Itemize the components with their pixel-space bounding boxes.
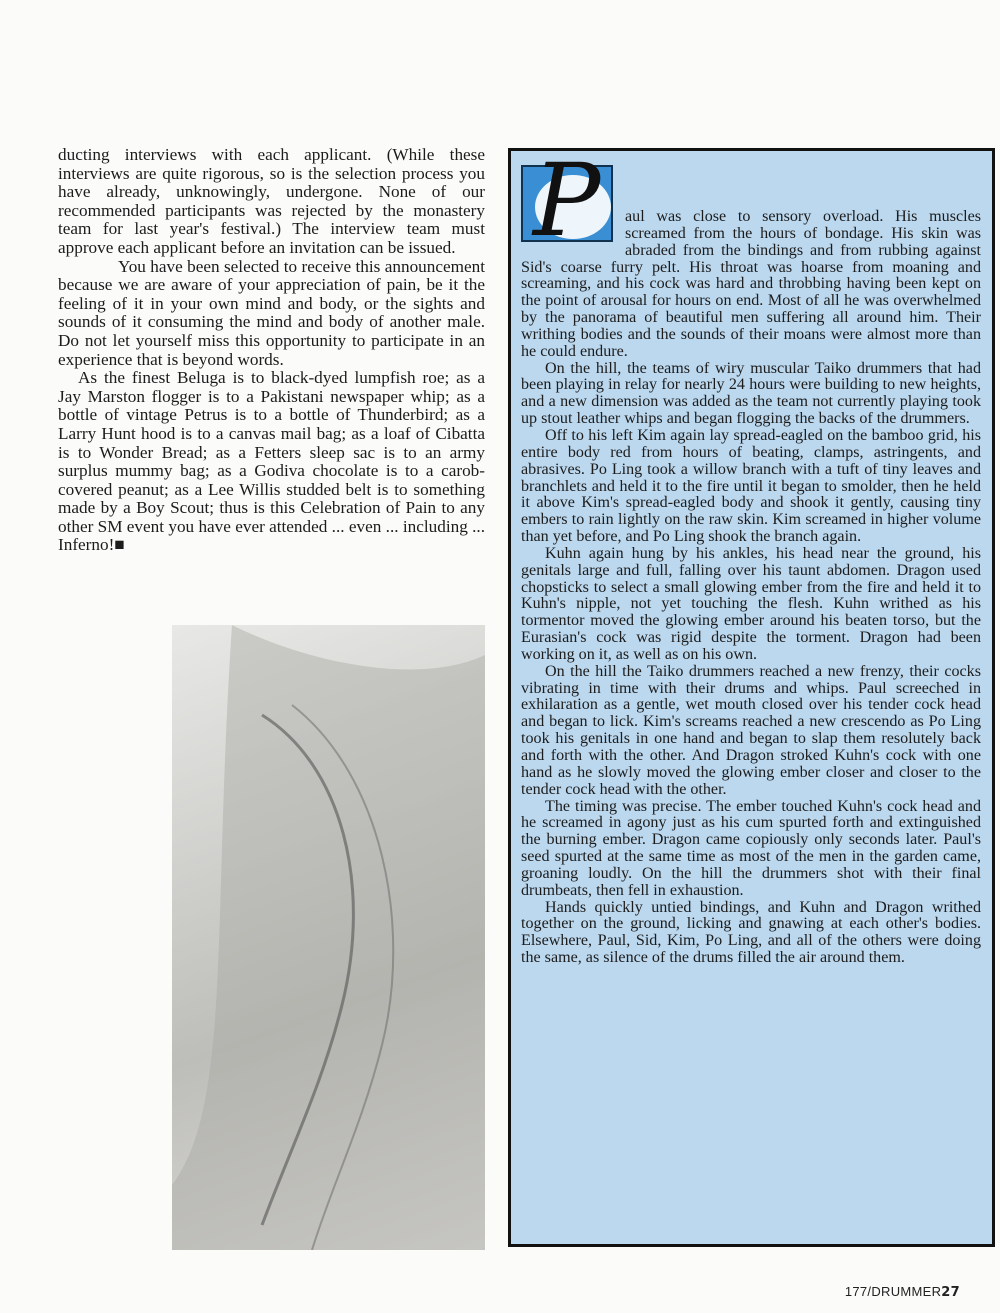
issue-label: 177/DRUMMER xyxy=(844,1284,942,1299)
story-paragraph: On the hill, the teams of wiry muscular Taiko drummers that had been playing in relay for nearly 24 hours were building to new heights, and a new dimension was added as the team not currently playing took up stout leather whips and began flogging the backs of the drummers. xyxy=(521,359,981,428)
ink-illustration xyxy=(172,625,485,1250)
article-paragraph: You have been selected to receive this announcement because we are aware of your appreciation of pain, be it the feeling of it in your own mind and body, or the sights and sounds of it consuming the mind and body of another male. Do not let yourself miss this opportunity to participate in an experience that is beyond words. xyxy=(58,256,485,369)
article-paragraph: ducting interviews with each applicant. (While these interviews are quite rigorous, so is the selection process you have already, unknowingly, undergone. None of our recommended participants was rejected by the monastery team for last year's festival.) The interview team must approve each applicant before an invitation can be issued. xyxy=(58,145,485,257)
drop-cap-letter: P xyxy=(533,142,601,259)
page-folio xyxy=(845,1284,960,1300)
story-sidebar-box xyxy=(508,142,995,1247)
story-paragraph: The timing was precise. The ember touched Kuhn's cock head and he screamed in agony just as his cum spurted forth and extinguished the burning ember. Dragon came copiously only seconds later. Paul's seed spurted at the same time as most of the men in the garden came, groaning loudly. On the hill the drummers shot with their final drumbeats, then fell in exhaustion. xyxy=(521,797,981,899)
illustration-sketch xyxy=(172,625,485,1250)
story-paragraph: Off to his left Kim again lay spread-eagled on the bamboo grid, his entire body red from hours of beating, clamps, astringents, and abrasives. Po Ling took a willow branch with a tuft of tiny leaves and branchlets and held it to the fire until it began to smolder, then he held it above Kim's spread-eagled body and shook it gently, causing tiny embers to rain lightly on the raw skin. Kim screamed in higher volume than yet before, and Po Ling shook the branch again. xyxy=(521,426,981,546)
left-article-column xyxy=(58,146,485,555)
story-paragraph-first: aul was close to sensory overload. His muscles screamed from the hours of bondage. His skin was abraded from the bindings and from rubbing against Sid's coarse furry pelt. His throat was hoarse from moaning and screaming, and his cock was hard and throbbing having been kept on the point of arousal for hours on end. Most of all he was overwhelmed by the panorama of beautiful men suffering all around him. Their writhing bodies and the sounds of their moans were almost more than he could endure. xyxy=(521,208,981,360)
story-paragraph: On the hill the Taiko drummers reached a new frenzy, their cocks vibrating in time with their drums and whips. Paul screeched in exhilaration as a gentle, wet mouth closed over his tender cock head and began to lick. Kim's screams reached a new crescendo as Po Ling took his genitals in one hand and began to slap them resolutely back and forth with the other. And Dragon stroked Kuhn's cock with one hand as he slowly moved the glowing ember closer and closer to the tender cock head with the other. xyxy=(521,662,981,798)
page-number: 27 xyxy=(941,1285,960,1300)
story-paragraph: Hands quickly untied bindings, and Kuhn and Dragon writhed together on the ground, licking and gnawing at each other's bodies. Elsewhere, Paul, Sid, Kim, Po Ling, and all of the others were doing the same, as silence of the drums filled the air around them. xyxy=(521,898,981,967)
drop-cap xyxy=(521,142,613,259)
article-paragraph: As the finest Beluga is to black-dyed lumpfish roe; as a Jay Marston flogger is to a Pakistani newspaper whip; as a bottle of vintage Petrus is to a bottle of Thunderbird; as a Larry Hunt hood is to a canvas mail bag; as a loaf of Cibatta is to Wonder Bread; as a Fetters sleep sac is to an army surplus mummy bag; as a Godiva chocolate is to a carob-covered peanut; as a Lee Willis studded belt is to something made by a Boy Scout; thus is this Celebration of Pain to any other SM event you have ever attended ... even ... including ... Inferno!■ xyxy=(58,368,485,555)
story-paragraph: Kuhn again hung by his ankles, his head near the ground, his genitals large and full, falling over his taunt abdomen. Dragon used chopsticks to select a small glowing ember from the fire and held it to Kuhn's nipple, not yet touching the flesh. Kuhn writhed as his tormentor moved the glowing ember around his beaten torso, but the Eurasian's cock was rigid despite the torment. Dragon had been working on it, as well as on his own. xyxy=(521,544,981,663)
